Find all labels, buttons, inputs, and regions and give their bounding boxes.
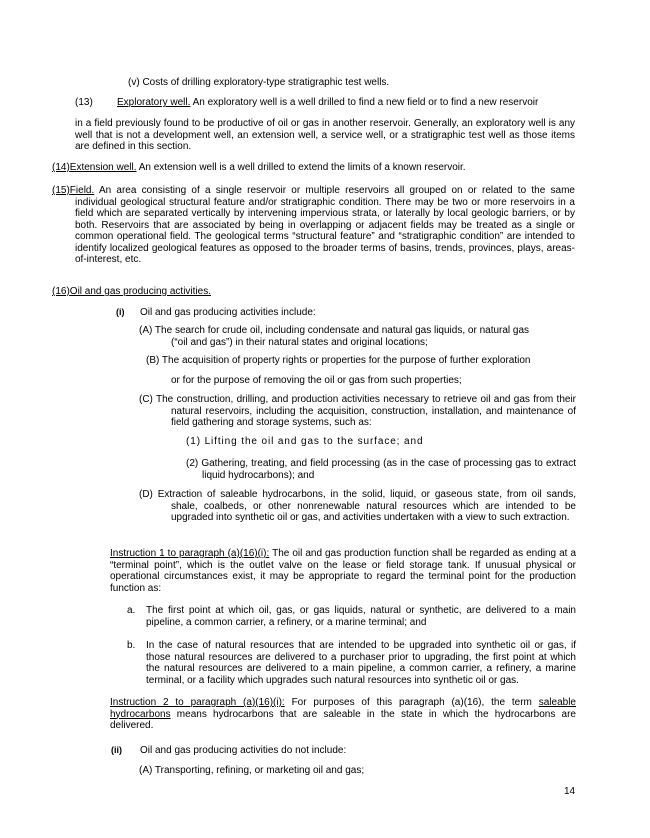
instruction-1-b-text: In the case of natural resources that are intended to be upgraded into synthetic oil or gas, if those natural resources are delivered to a purchaser prior to upgrading, the first point at which the natural resources are delivered to a main pipeline, a common carrier, a refinery, a marine terminal, or a facility which upgrades such natural resources into synthetic oil or gas. xyxy=(146,640,576,686)
instruction-2-text-2: means hydrocarbons that are saleable in the state in which the hydrocarbons are delivered. xyxy=(110,708,576,731)
item-D: (D) Extraction of saleable hydrocarbons, in the solid, liquid, or gaseous state, from oil sands, shale, coalbeds, or other nonrenewable natural resources which are intended to be upgraded into synthetic oil or gas, and activities undertaken with a view to such extraction. xyxy=(139,489,576,523)
paragraph-16-heading xyxy=(52,286,211,298)
paragraph-13-lead: An exploratory well is a well drilled to find a new field or to find a new reservoir xyxy=(190,97,539,108)
item-A-line2: (“oil and gas”) in their natural states and original locations; xyxy=(171,337,428,348)
item-v: (v) Costs of drilling exploratory-type stratigraphic test wells. xyxy=(128,77,390,88)
item-B-line1: (B) The acquisition of property rights or properties for the purpose of further exploration xyxy=(146,355,531,366)
instruction-1-title: Instruction 1 to paragraph (a)(16)(i): xyxy=(110,548,270,559)
instruction-2-text-1: For purposes of this paragraph (a)(16), the term xyxy=(284,697,539,708)
paragraph-14 xyxy=(52,162,466,174)
paragraph-15 xyxy=(52,185,575,266)
item-A-line1: (A) The search for crude oil, including condensate and natural gas liquids, or natural gas xyxy=(139,325,530,336)
paragraph-13-number: (13) xyxy=(75,97,93,108)
paragraph-13-heading xyxy=(117,97,538,109)
instruction-1-a-text: The first point at which oil, gas, or gas liquids, natural or synthetic, are delivered to a main pipeline, a common carrier, a refinery, or a marine terminal; and xyxy=(146,605,576,628)
instruction-1-a-label: a. xyxy=(127,605,136,616)
subparagraph-i-intro: Oil and gas producing activities include: xyxy=(140,307,316,318)
paragraph-16-number: (16) xyxy=(52,286,70,297)
instruction-1 xyxy=(110,548,576,594)
term-extension-well: Extension well. xyxy=(69,162,137,173)
term-saleable-hydrocarbons: saleable hydrocarbons xyxy=(110,697,576,720)
paragraph-14-number: (14) xyxy=(52,162,70,173)
subparagraph-i-marker: (i) xyxy=(116,307,125,317)
term-oil-and-gas-producing-activities: Oil and gas producing activities. xyxy=(69,286,211,297)
instruction-2-title: Instruction 2 to paragraph (a)(16)(i): xyxy=(110,697,285,708)
subparagraph-ii-intro: Oil and gas producing activities do not include: xyxy=(140,745,347,756)
paragraph-15-number: (15) xyxy=(52,185,70,196)
subparagraph-ii-marker: (ii) xyxy=(111,745,122,755)
page-number: 14 xyxy=(564,786,576,797)
item-B-line2: or for the purpose of removing the oil or gas from such properties; xyxy=(171,375,462,386)
instruction-2 xyxy=(110,697,576,732)
instruction-1-text: The oil and gas production function shall be regarded as ending at a “terminal point”, which is the outlet valve on the lease or field storage tank. If unusual physical or operational circumstances exist, it may be appropriate to regard the terminal point for the production function as: xyxy=(110,548,577,594)
paragraph-14-text: An extension well is a well drilled to extend the limits of a known reservoir. xyxy=(136,162,466,173)
item-C1: (1) Lifting the oil and gas to the surface; and xyxy=(186,436,424,447)
instruction-1-b-label: b. xyxy=(127,640,136,651)
term-field: Field. xyxy=(69,185,95,196)
subparagraph-ii-item-A: (A) Transporting, refining, or marketing oil and gas; xyxy=(139,765,365,776)
term-exploratory-well: Exploratory well. xyxy=(117,97,191,108)
item-C2: (2) Gathering, treating, and field processing (as in the case of processing gas to extract liquid hydrocarbons); and xyxy=(186,458,576,481)
paragraph-13-body: in a field previously found to be productive of oil or gas in another reservoir. Generally, an exploratory well is any well that is not a development well, an extension well, a service well, or a stratigraphic test well as those items are defined in this section. xyxy=(75,118,575,152)
paragraph-15-text: An area consisting of a single reservoir or multiple reservoirs all grouped on or related to the same individual geological structural feature and/or stratigraphic condition. There may be two or more reservoirs in a field which are separated vertically by intervening impervious strata, or laterally by local geologic barriers, or by both. Reservoirs that are associated by being in overlapping or adjacent fields may be treated as a single or common operational field. The geological terms “structural feature” and “stratigraphic condition” are intended to identify localized geological features as opposed to the broader terms of basins, trends, provinces, plays, areas-of-interest, etc. xyxy=(75,185,575,265)
item-C: (C) The construction, drilling, and production activities necessary to retrieve oil and gas from their natural reservoirs, including the acquisition, construction, installation, and maintenance of field gathering and storage systems, such as: xyxy=(139,394,576,428)
